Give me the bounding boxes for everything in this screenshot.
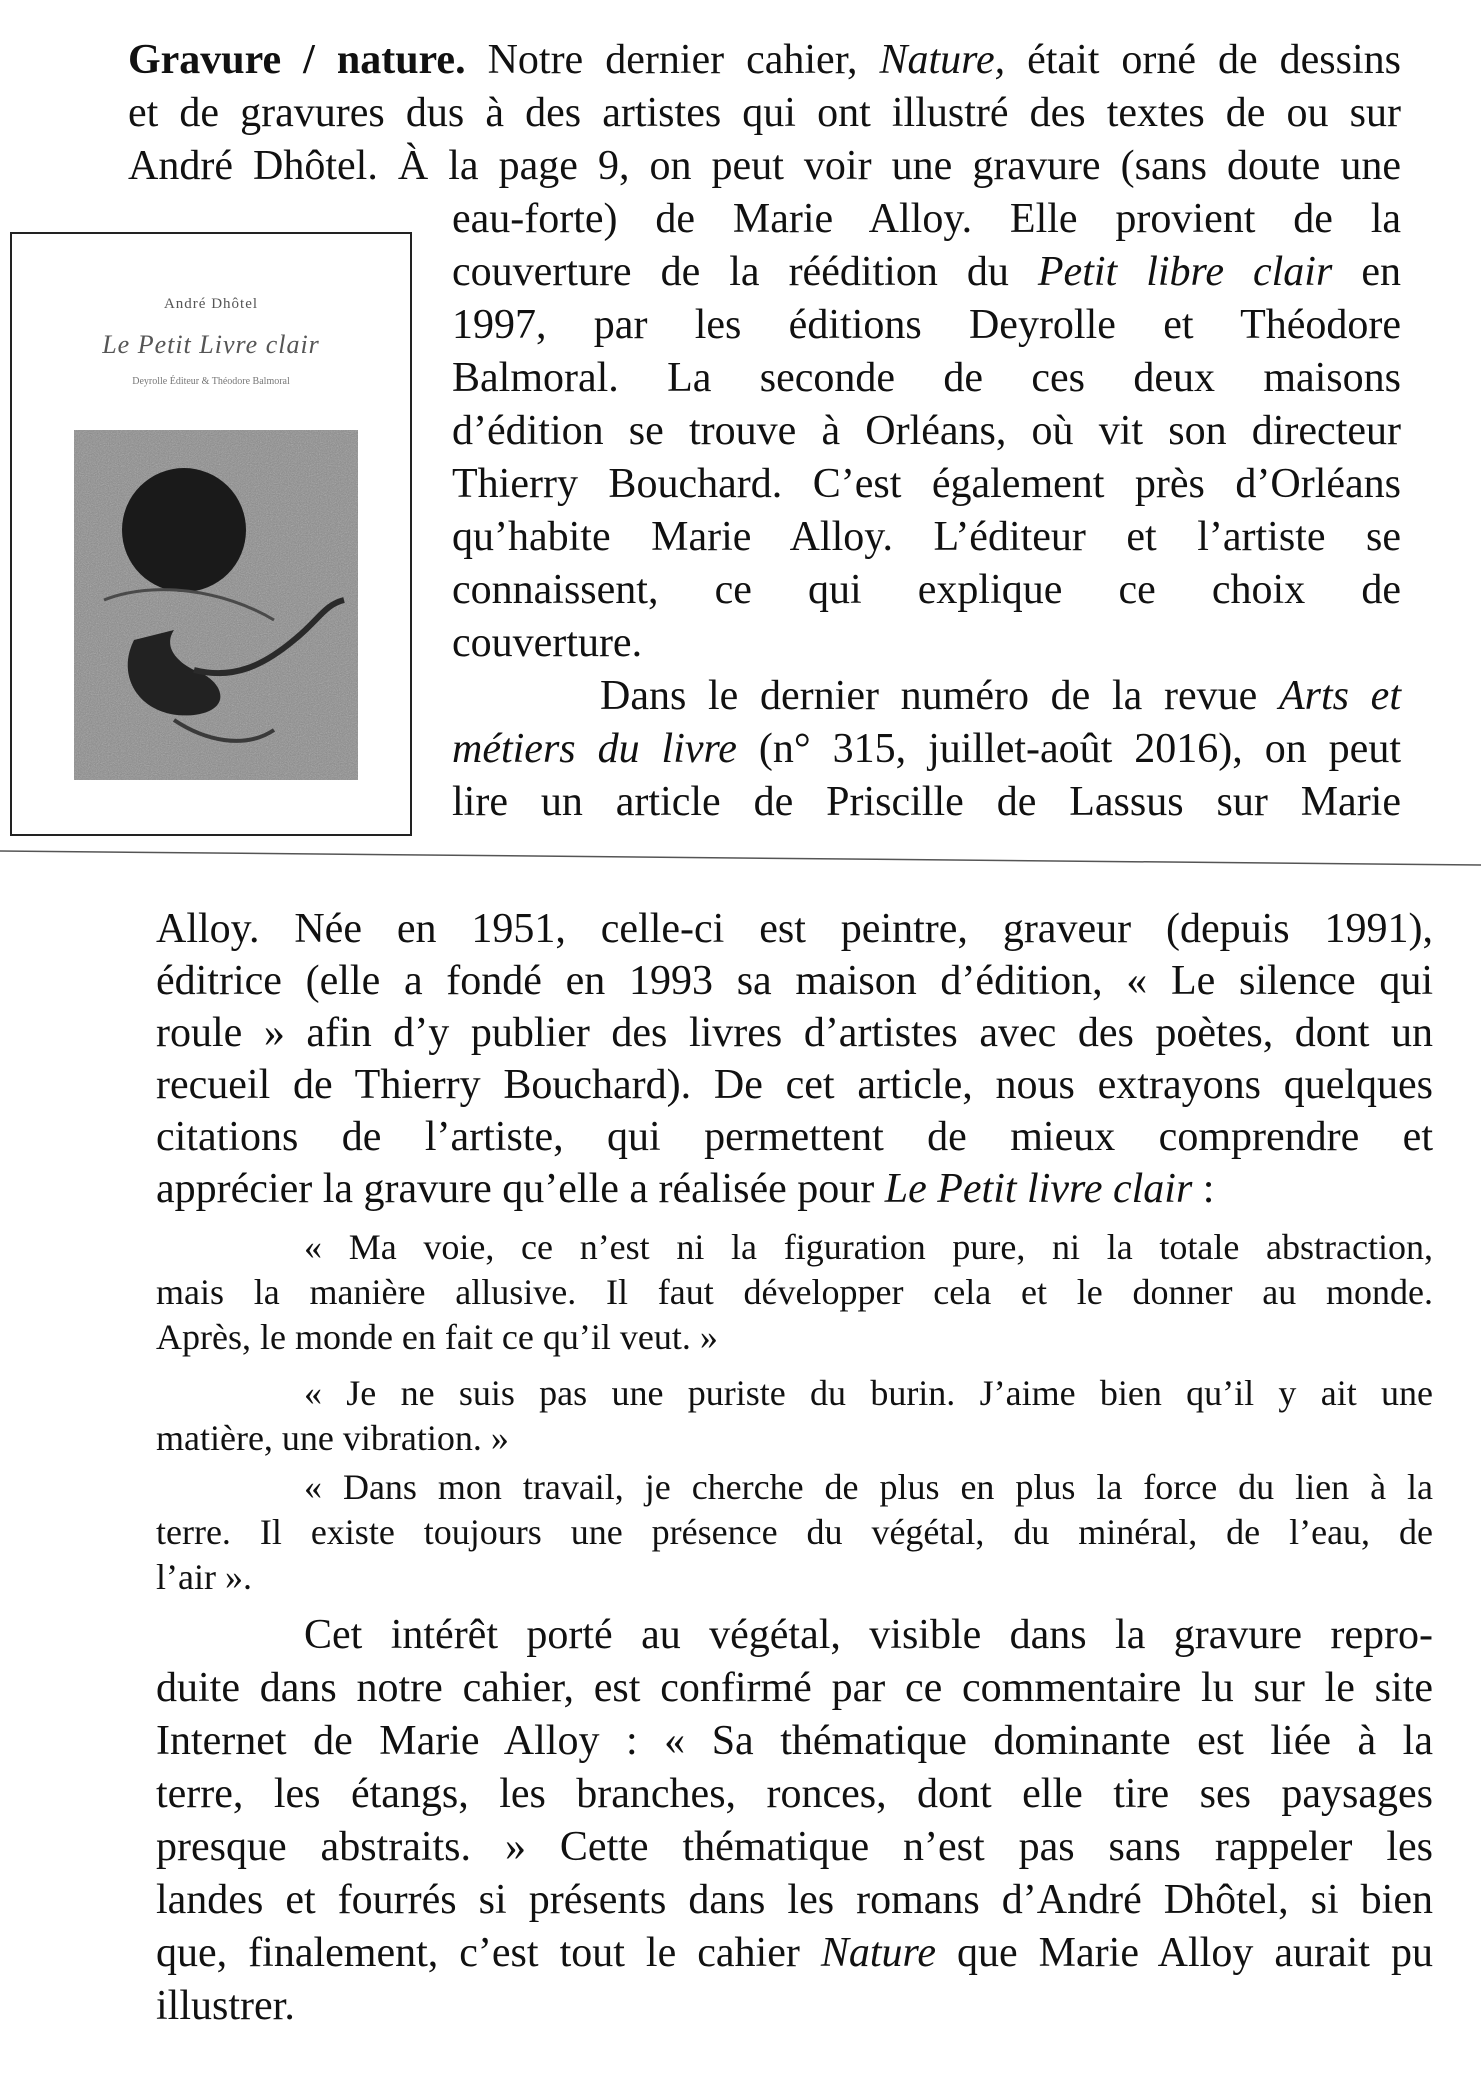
paragraph-artist-bio xyxy=(156,903,1433,1215)
text-line: et de gravures dus à des artistes qui ont illustré des textes de ou sur xyxy=(128,90,1401,136)
quote-line: « Ma voie, ce n’est ni la figuration pure, ni la totale abstraction, xyxy=(304,1227,1433,1267)
quote-line: Après, le monde en fait ce qu’il veut. » xyxy=(156,1317,718,1357)
quote-line: « Dans mon travail, je cherche de plus en plus la force du lien à la xyxy=(304,1467,1433,1507)
text-line: éditrice (elle a fondé en 1993 sa maison d’édition, « Le silence qui xyxy=(156,958,1433,1004)
engraving-illustration xyxy=(74,430,358,780)
text-line: Gravure / nature. Notre dernier cahier, Nature, était orné de dessins xyxy=(128,37,1401,83)
cover-author: André Dhôtel xyxy=(163,296,259,312)
text-line: Internet de Marie Alloy : « Sa thématique dominante est liée à la xyxy=(156,1718,1433,1764)
paragraph-article-intro xyxy=(452,670,1401,829)
text-line: couverture. xyxy=(452,620,643,666)
text-line: André Dhôtel. À la page 9, on peut voir une gravure (sans doute une xyxy=(128,143,1401,189)
text-line: apprécier la gravure qu’elle a réalisée pour Le Petit livre clair : xyxy=(156,1166,1215,1212)
quote-block xyxy=(156,1465,1433,1600)
text-line: qu’habite Marie Alloy. L’éditeur et l’artiste se xyxy=(452,514,1401,560)
text-line: duite dans notre cahier, est confirmé par ce commentaire lu sur le site xyxy=(156,1665,1433,1711)
text-line: Balmoral. La seconde de ces deux maisons xyxy=(452,355,1401,401)
section-title: Gravure / nature. xyxy=(128,37,466,83)
text-line: que, finalement, c’est tout le cahier Nature que Marie Alloy aurait pu xyxy=(156,1930,1433,1976)
text-line: terre, les étangs, les branches, ronces, dont elle tire ses paysages xyxy=(156,1771,1433,1817)
text-line: lire un article de Priscille de Lassus sur Marie xyxy=(452,779,1401,825)
quote-line: mais la manière allusive. Il faut développer cela et le donner au monde. xyxy=(156,1272,1433,1312)
quote-line: matière, une vibration. » xyxy=(156,1418,509,1458)
text-line: Thierry Bouchard. C’est également près d’Orléans xyxy=(452,461,1401,507)
cover-publisher: Deyrolle Éditeur & Théodore Balmoral xyxy=(132,376,290,387)
paragraph-intro-top xyxy=(128,34,1401,193)
text-line: Alloy. Née en 1951, celle-ci est peintre, graveur (depuis 1991), xyxy=(156,906,1433,952)
text-line: connaissent, ce qui explique ce choix de xyxy=(452,567,1401,613)
quote-block xyxy=(156,1371,1433,1461)
text-line: landes et fourrés si présents dans les romans d’André Dhôtel, si bien xyxy=(156,1877,1433,1923)
text-line: 1997, par les éditions Deyrolle et Théodore xyxy=(452,302,1401,348)
text-line: presque abstraits. » Cette thématique n’est pas sans rappeler les xyxy=(156,1824,1433,1870)
text-line: d’édition se trouve à Orléans, où vit son directeur xyxy=(452,408,1401,454)
quote-line: terre. Il existe toujours une présence du végétal, du minéral, de l’eau, de xyxy=(156,1512,1433,1552)
text-line: métiers du livre (n° 315, juillet-août 2016), on peut xyxy=(452,726,1401,772)
text-line: eau-forte) de Marie Alloy. Elle provient de la xyxy=(452,196,1401,242)
quote-line: l’air ». xyxy=(156,1557,252,1597)
text-line: citations de l’artiste, qui permettent de mieux comprendre et xyxy=(156,1114,1433,1160)
text-line: illustrer. xyxy=(156,1983,295,2029)
text-line: Cet intérêt porté au végétal, visible dans la gravure repro- xyxy=(304,1612,1433,1658)
cover-title: Le Petit Livre clair xyxy=(102,330,320,359)
paragraph-conclusion xyxy=(156,1609,1433,2033)
quote-line: « Je ne suis pas une puriste du burin. J’aime bien qu’il y ait une xyxy=(304,1373,1433,1413)
quote-block xyxy=(156,1225,1433,1360)
page-divider-line xyxy=(0,847,1481,869)
text-line: Dans le dernier numéro de la revue Arts et xyxy=(600,673,1401,719)
text-line: roule » afin d’y publier des livres d’artistes avec des poètes, dont un xyxy=(156,1010,1433,1056)
text-line: recueil de Thierry Bouchard). De cet article, nous extrayons quelques xyxy=(156,1062,1433,1108)
text-line: couverture de la réédition du Petit libre clair en xyxy=(452,249,1401,295)
book-cover-image xyxy=(10,232,412,836)
paragraph-intro-column xyxy=(452,193,1401,670)
